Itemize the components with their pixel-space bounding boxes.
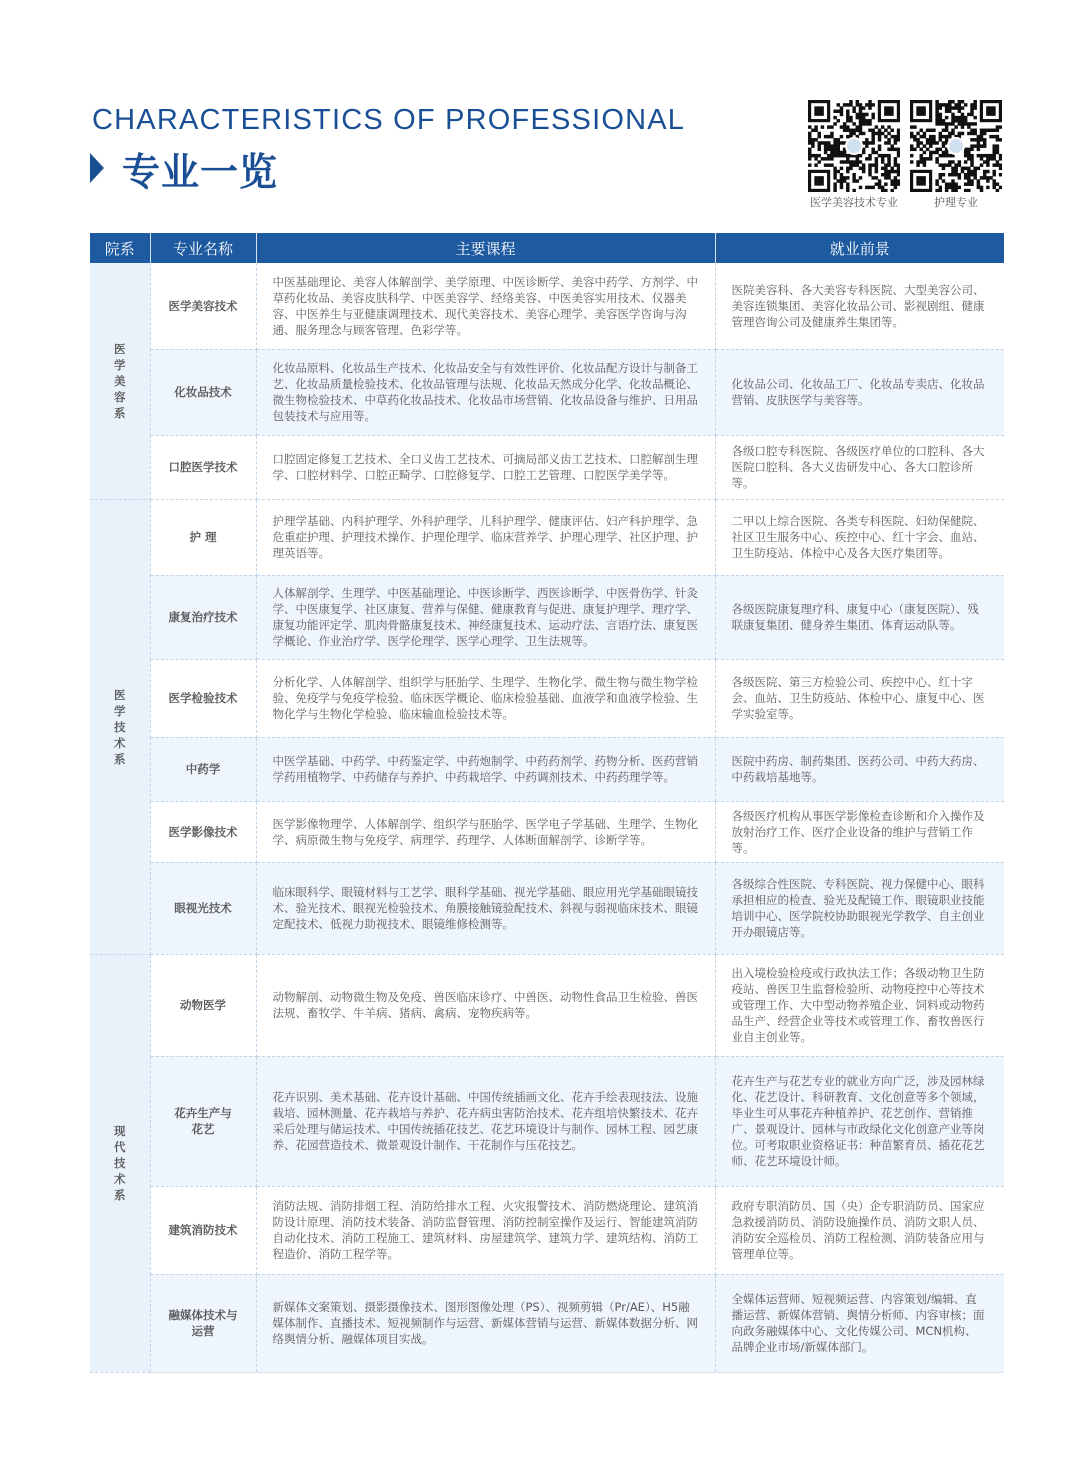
- header-major: 专业名称: [150, 233, 256, 263]
- major-name: 医学美容技术: [150, 263, 256, 349]
- course-cell: 化妆品原料、化妆品生产技术、化妆品安全与有效性评价、化妆品配方设计与制备工艺、化妆品质量检验技术、化妆品管理与法规、化妆品天然成分化学、化妆品概论、微生物检验技术、中草药化妆品技术、化妆品市场营销、化妆品设备与维护、日用品包装技术与应用等。: [256, 349, 715, 435]
- job-cell: 医院中药房、制药集团、医药公司、中药大药房、中药栽培基地等。: [715, 737, 1004, 801]
- header-dept: 院系: [90, 233, 150, 263]
- course-cell: 花卉识别、美术基础、花卉设计基础、中国传统插画文化、花卉手绘表现技法、设施栽培、园林测量、花卉栽培与养护、花卉病虫害防治技术、花卉组培快繁技术、花卉采后处理与储运技术、中国传统插花技艺、花艺环境设计与制作、园林工程、园艺康养、花园营造技术、微景观设计制作、干花制作与压花技艺。: [256, 1056, 715, 1186]
- job-cell: 各级医疗机构从事医学影像检查诊断和介入操作及放射治疗工作、医疗企业设备的维护与营销工作等。: [715, 801, 1004, 862]
- table-row: [90, 659, 1004, 737]
- dept-cell: 医学美容系: [90, 263, 150, 499]
- table-row: [90, 435, 1004, 499]
- major-name: 化妆品技术: [150, 349, 256, 435]
- dept-cell: 现代技术系: [90, 954, 150, 1372]
- job-cell: 二甲以上综合医院、各类专科医院、妇幼保健院、社区卫生服务中心、疾控中心、红十字会、血站、卫生防疫站、体检中心及各大医疗集团等。: [715, 499, 1004, 575]
- majors-table: [90, 233, 1004, 1373]
- job-cell: 医院美容科、各大美容专科医院、大型美容公司、美容连锁集团、美容化妆品公司、影视剧组、健康管理咨询公司及健康养生集团等。: [715, 263, 1004, 349]
- major-name: 中药学: [150, 737, 256, 801]
- table-row: [90, 954, 1004, 1056]
- section-title: [90, 146, 279, 194]
- header-course: 主要课程: [256, 233, 715, 263]
- course-cell: 护理学基础、内科护理学、外科护理学、儿科护理学、健康评估、妇产科护理学、急危重症护理、护理技术操作、护理伦理学、临床营养学、护理心理学、社区护理、护理英语等。: [256, 499, 715, 575]
- job-cell: 全媒体运营师、短视频运营、内容策划/编辑、直播运营、新媒体营销、舆情分析师、内容审核；面向政务融媒体中心、文化传媒公司、MCN机构、品牌企业市场/新媒体部门。: [715, 1274, 1004, 1372]
- major-name: 护 理: [150, 499, 256, 575]
- qr-caption-medical-beauty: 医学美容技术专业: [810, 196, 898, 209]
- qr-code-nursing[interactable]: [910, 100, 1002, 192]
- major-name: 口腔医学技术: [150, 435, 256, 499]
- course-cell: 消防法规、消防排烟工程、消防给排水工程、火灾报警技术、消防燃烧理论、建筑消防设计原理、消防技术装备、消防监督管理、消防控制室操作及运行、智能建筑消防自动化技术、消防工程施工、建筑材料、房屋建筑学、建筑力学、建筑结构、消防工程造价、消防工程学等。: [256, 1186, 715, 1274]
- course-cell: 分析化学、人体解剖学、组织学与胚胎学、生理学、生物化学、微生物与微生物学检验、免疫学与免疫学检验、临床医学概论、临床检验基础、血液学和血液学检验、生物化学与生物化学检验、临床输血检验技术等。: [256, 659, 715, 737]
- english-title: CHARACTERISTICS OF PROFESSIONAL: [92, 104, 686, 136]
- table-row: [90, 1274, 1004, 1372]
- course-cell: 新媒体文案策划、摄影摄像技术、图形图像处理（PS）、视频剪辑（Pr/AE）、H5融媒体制作、直播技术、短视频制作与运营、新媒体营销与运营、新媒体数据分析、网络舆情分析、融媒体项目实战。: [256, 1274, 715, 1372]
- header-job: 就业前景: [715, 233, 1004, 263]
- job-cell: 各级医院、第三方检验公司、疾控中心、红十字会、血站、卫生防疫站、体检中心、康复中心、医学实验室等。: [715, 659, 1004, 737]
- qr-code-medical-beauty[interactable]: [808, 100, 900, 192]
- qr-caption-nursing: 护理专业: [934, 196, 978, 209]
- job-cell: 政府专职消防员、国（央）企专职消防员、国家应急救援消防员、消防设施操作员、消防文职人员、消防安全巡检员、消防工程检测、消防装备应用与管理单位等。: [715, 1186, 1004, 1274]
- major-name: 医学影像技术: [150, 801, 256, 862]
- major-name: 动物医学: [150, 954, 256, 1056]
- job-cell: 化妆品公司、化妆品工厂、化妆品专卖店、化妆品营销、皮肤医学与美容等。: [715, 349, 1004, 435]
- job-cell: 各级综合性医院、专科医院、视力保健中心、眼科承担相应的检查、验光及配镜工作、眼镜职业技能培训中心、医学院校协助眼视光学教学、自主创业开办眼镜店等。: [715, 862, 1004, 954]
- table-row: [90, 1056, 1004, 1186]
- course-cell: 人体解剖学、生理学、中医基础理论、中医诊断学、西医诊断学、中医骨伤学、针灸学、中医康复学、社区康复、营养与保健、健康教育与促进、康复护理学、理疗学、康复功能评定学、肌肉骨骼康复技术、神经康复技术、运动疗法、言语疗法、康复医学概论、作业治疗学、医学伦理学、医学心理学、卫生法规等。: [256, 575, 715, 659]
- table-row: [90, 263, 1004, 349]
- job-cell: 出入境检验检疫或行政执法工作；各级动物卫生防疫站、兽医卫生监督检验所、动物疫控中心等技术或管理工作、大中型动物养殖企业、饲料或动物药品生产、经营企业等技术或管理工作、畜牧兽医行业自主创业等。: [715, 954, 1004, 1056]
- major-name: 康复治疗技术: [150, 575, 256, 659]
- course-cell: 中医学基础、中药学、中药鉴定学、中药炮制学、中药药剂学、药物分析、医药营销学药用植物学、中药储存与养护、中药栽培学、中药调剂技术、中药药理学等。: [256, 737, 715, 801]
- course-cell: 口腔固定修复工艺技术、全口义齿工艺技术、可摘局部义齿工艺技术、口腔解剖生理学、口腔材料学、口腔正畸学、口腔修复学、口腔工艺管理、口腔医学美学等。: [256, 435, 715, 499]
- course-cell: 动物解剖、动物微生物及免疫、兽医临床诊疗、中兽医、动物性食品卫生检验、兽医法规、畜牧学、牛羊病、猪病、禽病、宠物疾病等。: [256, 954, 715, 1056]
- table-row: [90, 349, 1004, 435]
- major-name: 医学检验技术: [150, 659, 256, 737]
- table-row: [90, 499, 1004, 575]
- major-name: 融媒体技术与运营: [150, 1274, 256, 1372]
- major-name: 眼视光技术: [150, 862, 256, 954]
- course-cell: 临床眼科学、眼镜材料与工艺学、眼科学基础、视光学基础、眼应用光学基础眼镜技术、验光技术、眼视光检验技术、角膜接触镜验配技术、斜视与弱视临床技术、眼镜定配技术、低视力助视技术、眼镜维修检测等。: [256, 862, 715, 954]
- table-row: [90, 801, 1004, 862]
- table-row: [90, 1186, 1004, 1274]
- job-cell: 各级医院康复理疗科、康复中心（康复医院）、残联康复集团、健身养生集团、体育运动队等。: [715, 575, 1004, 659]
- job-cell: 花卉生产与花艺专业的就业方向广泛，涉及园林绿化、花艺设计、科研教育、文化创意等多个领域，毕业生可从事花卉种植养护、花艺创作、营销推广、景观设计、园林与市政绿化文化创意产业等岗位。可考取职业资格证书：种苗繁育员、插花花艺师、花艺环境设计师。: [715, 1056, 1004, 1186]
- triangle-marker-icon: [90, 153, 104, 183]
- course-cell: 中医基础理论、美容人体解剖学、美学原理、中医诊断学、美容中药学、方剂学、中草药化妆品、美容皮肤科学、中医美容学、经络美容、中医美容实用技术、仪器美容、中医养生与亚健康调理技术、现代美容技术、美容心理学、美容医学咨询与沟通、服务理念与顾客管理、色彩学等。: [256, 263, 715, 349]
- table-row: [90, 862, 1004, 954]
- major-name: 建筑消防技术: [150, 1186, 256, 1274]
- table-row: [90, 737, 1004, 801]
- table-row: [90, 575, 1004, 659]
- table-header-row: [90, 233, 1004, 263]
- section-title-text: 专业一览: [122, 149, 279, 194]
- course-cell: 医学影像物理学、人体解剖学、组织学与胚胎学、医学电子学基础、生理学、生物化学、病原微生物与免疫学、病理学、药理学、人体断面解剖学、诊断学等。: [256, 801, 715, 862]
- job-cell: 各级口腔专科医院、各级医疗单位的口腔科、各大医院口腔科、各大义齿研发中心、各大口腔诊所等。: [715, 435, 1004, 499]
- major-name: 花卉生产与花艺: [150, 1056, 256, 1186]
- dept-cell: 医学技术系: [90, 499, 150, 954]
